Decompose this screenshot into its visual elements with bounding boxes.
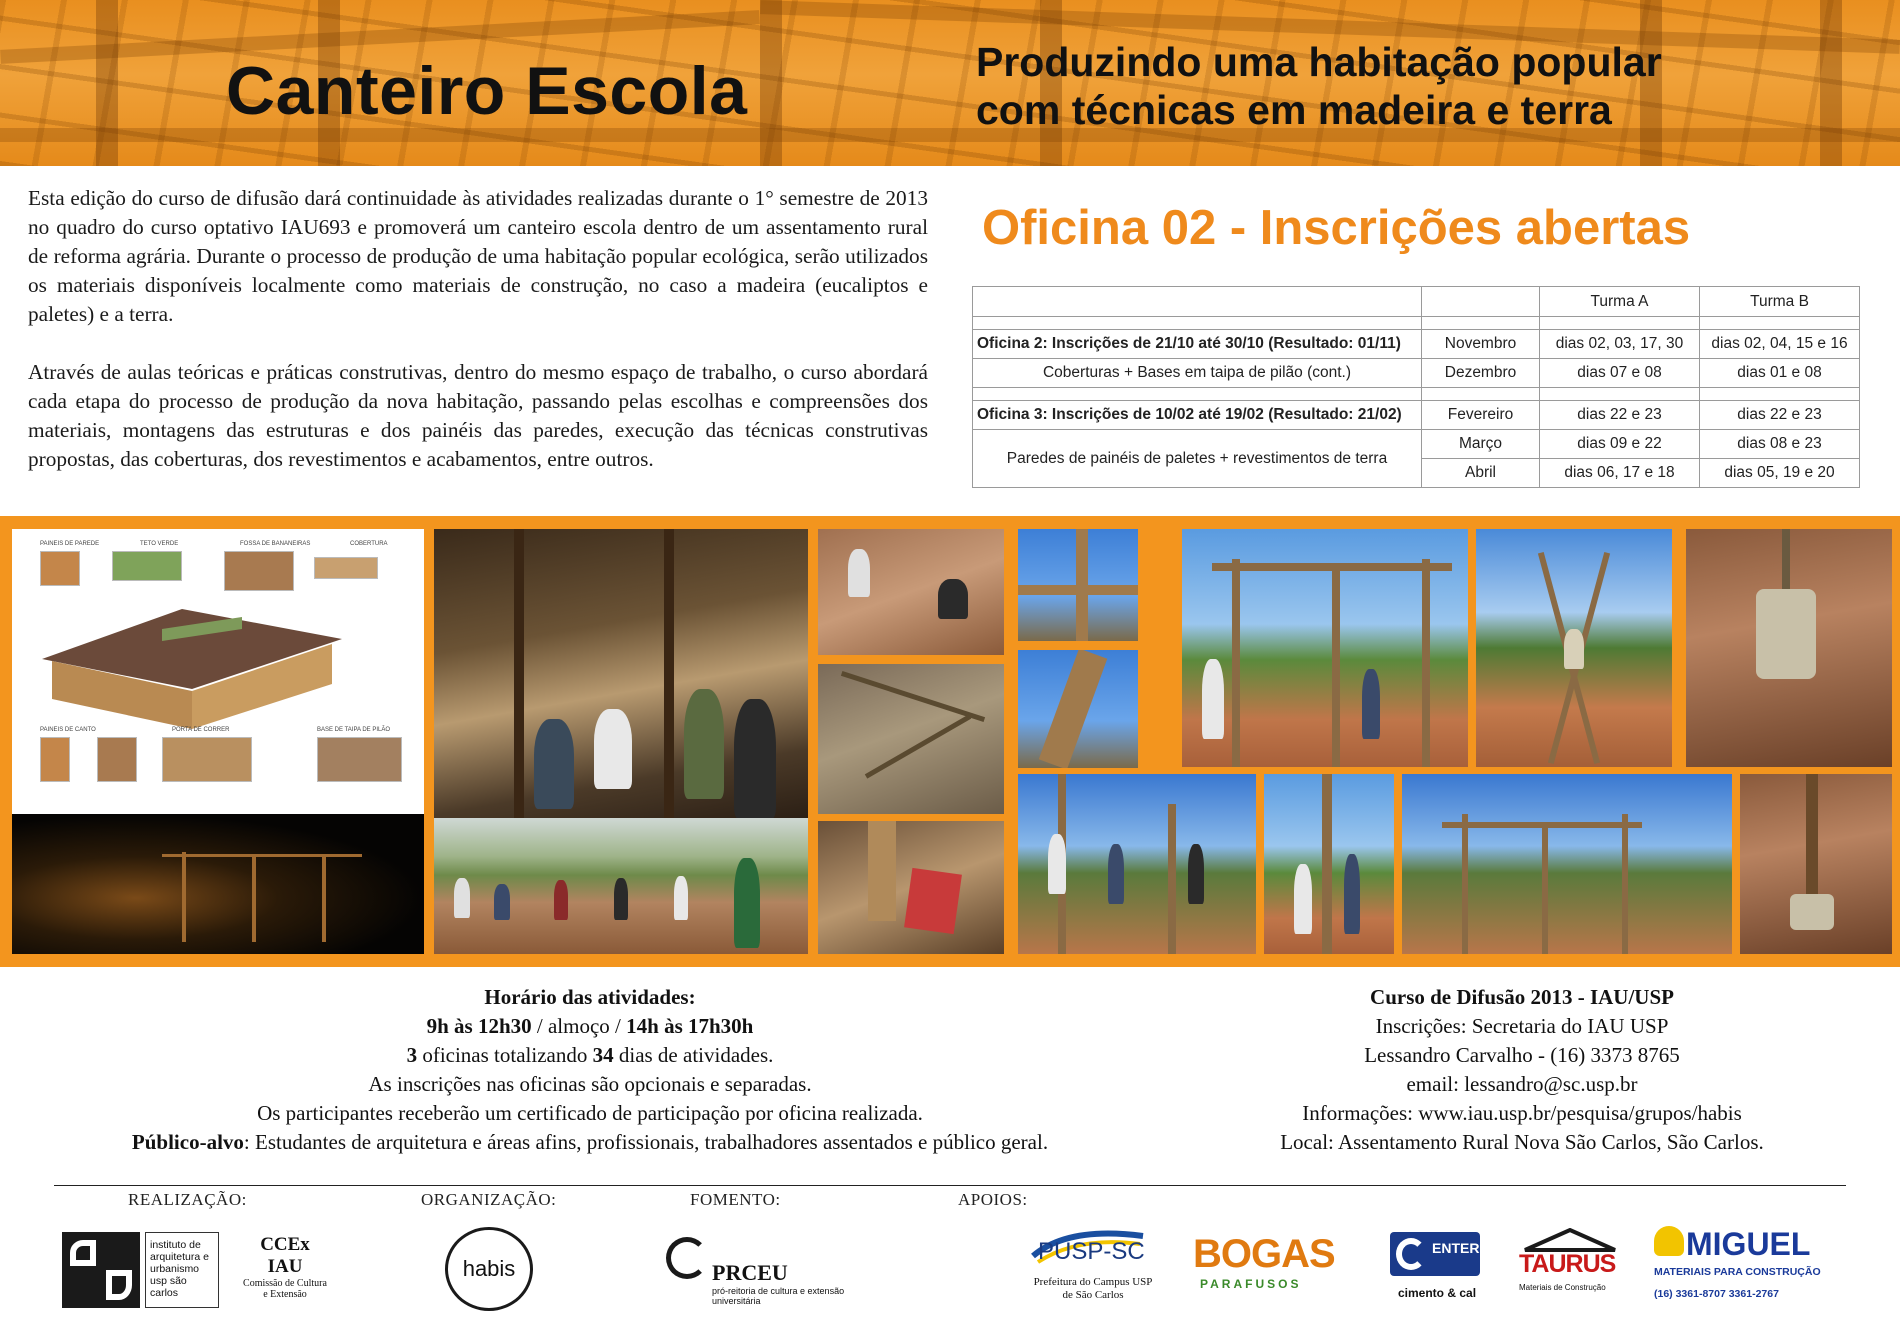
course-contact-info: [1212, 983, 1832, 1157]
diagram-thumbnail: [317, 737, 402, 782]
table-spacer-row: [973, 388, 1860, 401]
page-subtitle: [976, 38, 1796, 134]
table-spacer-row: [973, 317, 1860, 330]
lunch-separator: / almoço /: [531, 1014, 627, 1038]
iau-logo-icon: [62, 1232, 140, 1308]
oficina-heading: Oficina 02 - Inscrições abertas: [982, 201, 1691, 255]
days-count: 34: [592, 1043, 614, 1067]
subtitle-line-1: Produzindo uma habitação popular: [976, 39, 1662, 85]
miguel-mascot-icon: [1654, 1226, 1684, 1256]
table-row: [973, 401, 1860, 430]
miguel-logo-text: MIGUEL: [1686, 1226, 1811, 1262]
table-header-turma-a: Turma A: [1540, 287, 1700, 317]
ccex-subtitle: Comissão de Cultura e Extensão: [243, 1278, 327, 1300]
table-cell-month: Fevereiro: [1422, 401, 1540, 430]
diagram-label: FOSSA DE BANANEIRAS: [240, 541, 311, 547]
miguel-phone: (16) 3361-8707 3361-2767: [1654, 1288, 1779, 1300]
intro-paragraph-2: Através de aulas teóricas e práticas construtivas, dentro do mesmo espaço de trabalho, o curso abordará cada etapa do processo de produção da nova habitação, passando pelas escolhas e compreensões dos materiais, montagens das estruturas e dos painéis das paredes, execução das técnicas construtivas propostas, das coberturas, dos revestimentos e acabamentos, entre outros.: [28, 360, 928, 471]
course-location: Local: Assentamento Rural Nova São Carlos, São Carlos.: [1280, 1130, 1764, 1154]
course-heading: Curso de Difusão 2013 - IAU/USP: [1370, 985, 1674, 1009]
table-cell-turma-a: dias 07 e 08: [1540, 359, 1700, 388]
morning-hours: 9h às 12h30: [426, 1014, 532, 1038]
oficina-2-description: Coberturas + Bases em taipa de pilão (cont.): [973, 359, 1422, 388]
schedule-hours: [40, 1012, 1140, 1041]
photo-mosaic: [0, 516, 1900, 967]
oficina-3-description: Paredes de painéis de paletes + revestimentos de terra: [973, 430, 1422, 488]
oficina-3-title: Oficina 3: Inscrições de 10/02 até 19/02 (Resultado: 21/02): [973, 401, 1422, 430]
earth-mixing-photo: [818, 664, 1004, 814]
iau-logo-text: instituto de arquitetura e urbanismo usp são carlos: [145, 1232, 219, 1308]
intro-text: [28, 184, 928, 474]
classroom-shed-photo: [434, 529, 808, 821]
sponsors-divider: [54, 1185, 1846, 1186]
bogas-subtitle: PARAFUSOS: [1200, 1277, 1302, 1291]
days-text: dias de atividades.: [613, 1043, 774, 1067]
diagram-thumbnail: [314, 557, 378, 579]
diagram-label: COBERTURA: [350, 541, 388, 547]
afternoon-hours: 14h às 17h30h: [626, 1014, 754, 1038]
diagram-label: PAINEIS DE PAREDE: [40, 541, 100, 547]
taurus-roof-icon: [1520, 1228, 1620, 1252]
course-email: email: lessandro@sc.usp.br: [1406, 1072, 1638, 1096]
pole-base-photo: [818, 821, 1004, 954]
tripod-rammer-photo: [1476, 529, 1672, 767]
house-diagram-image: [12, 529, 424, 822]
diagram-thumbnail: [224, 551, 294, 591]
diagram-label: PAINEIS DE CANTO: [40, 727, 96, 733]
table-cell-month: Março: [1422, 430, 1540, 459]
table-cell-turma-b: dias 02, 04, 15 e 16: [1700, 330, 1860, 359]
table-cell-turma-a: dias 02, 03, 17, 30: [1540, 330, 1700, 359]
schedule-optional-note: As inscrições nas oficinas são opcionais e separadas.: [368, 1072, 812, 1096]
cross-pole-photo: [1018, 529, 1138, 641]
table-cell-turma-b: dias 01 e 08: [1700, 359, 1860, 388]
prceu-logo-text: PRCEU: [712, 1260, 788, 1285]
raising-pole-photo: [1264, 774, 1394, 954]
diagram-thumbnail: [97, 737, 137, 782]
trench-rammer-photo: [1686, 529, 1892, 767]
diagram-label: BASE DE TAIPA DE PILÃO: [317, 727, 391, 733]
schedule-certificate-note: Os participantes receberão um certificado de participação por oficina realizada.: [257, 1101, 923, 1125]
diagram-label: TETO VERDE: [140, 541, 179, 547]
table-row: [973, 359, 1860, 388]
pusp-subtitle: Prefeitura do Campus USP de São Carlos: [1033, 1276, 1153, 1301]
site-panorama-photo: [1402, 774, 1732, 954]
realizacao-label: REALIZAÇÃO:: [128, 1190, 247, 1209]
schedule-totals: [40, 1041, 1140, 1070]
pole-footing-photo: [1740, 774, 1892, 954]
pusp-logo-text: PUSP-SC: [1038, 1238, 1145, 1265]
table-cell-turma-b: dias 22 e 23: [1700, 401, 1860, 430]
activities-schedule-info: [40, 983, 1140, 1157]
table-row: [973, 330, 1860, 359]
target-audience: [40, 1128, 1140, 1157]
center-logo-text: ENTER: [1432, 1240, 1480, 1256]
table-cell-turma-a: dias 06, 17 e 18: [1540, 459, 1700, 488]
bogas-logo-text: BOGAS: [1193, 1232, 1335, 1276]
table-header-cell: [973, 287, 1422, 317]
course-registration: Inscrições: Secretaria do IAU USP: [1375, 1014, 1669, 1038]
header-banner: [0, 0, 1900, 166]
house-model-illustration: [42, 599, 342, 729]
miguel-subtitle: MATERIAIS PARA CONSTRUÇÃO: [1654, 1266, 1821, 1278]
table-cell-turma-b: dias 08 e 23: [1700, 430, 1860, 459]
ccex-title: CCEx: [260, 1234, 310, 1255]
team-poles-photo: [1018, 774, 1256, 954]
group-circle-photo: [434, 818, 808, 954]
pole-hands-photo: [1018, 650, 1138, 768]
page-title: Canteiro Escola: [226, 53, 748, 129]
diagram-thumbnail: [112, 551, 182, 581]
fomento-label: FOMENTO:: [690, 1190, 781, 1209]
course-contact-person: Lessandro Carvalho - (16) 3373 8765: [1364, 1043, 1680, 1067]
taurus-subtitle: Materiais de Construção: [1519, 1283, 1606, 1292]
subtitle-line-2: com técnicas em madeira e terra: [976, 87, 1612, 133]
organizacao-label: ORGANIZAÇÃO:: [421, 1190, 557, 1209]
table-cell-month: Novembro: [1422, 330, 1540, 359]
oficinas-count: 3: [406, 1043, 418, 1067]
ccex-logo: [240, 1234, 330, 1300]
intro-paragraph-1: Esta edição do curso de difusão dará continuidade às atividades realizadas durante o 1° semestre de 2013 no quadro do curso optativo IAU693 e promoverá um canteiro escola dentro de um assentamento rural de reforma agrária. Durante o processo de produção de uma habitação popular ecológica, serão utilizados os materiais disponíveis localmente como materiais de construção, no caso a madeira (eucaliptos e paletes) e a terra.: [28, 186, 928, 326]
soil-measuring-photo: [818, 529, 1004, 655]
oficinas-text: oficinas totalizando: [417, 1043, 593, 1067]
diagram-thumbnail: [40, 551, 80, 586]
prceu-subtitle: pró-reitoria de cultura e extensão universitária: [712, 1286, 845, 1306]
table-cell-turma-a: dias 09 e 22: [1540, 430, 1700, 459]
oficina-2-title: Oficina 2: Inscrições de 21/10 até 30/10 (Resultado: 01/11): [973, 330, 1422, 359]
frame-structure-photo: [1182, 529, 1468, 767]
diagram-thumbnail: [162, 737, 252, 782]
apoios-label: APOIOS:: [958, 1190, 1028, 1209]
table-cell-turma-a: dias 22 e 23: [1540, 401, 1700, 430]
diagram-thumbnail: [40, 737, 70, 782]
diagram-label: PORTA DE CORRER: [172, 727, 230, 733]
taurus-logo-text: TAURUS: [1519, 1250, 1616, 1278]
table-header-cell: [1422, 287, 1540, 317]
target-audience-label: Público-alvo: [131, 1130, 244, 1154]
night-construction-photo: [12, 814, 424, 954]
table-header-row: [973, 287, 1860, 317]
target-audience-text: : Estudantes de arquitetura e áreas afins, profissionais, trabalhadores assentados e público geral.: [243, 1130, 1049, 1154]
table-cell-month: Dezembro: [1422, 359, 1540, 388]
center-subtitle: cimento & cal: [1398, 1286, 1477, 1300]
habis-logo-text: habis: [462, 1256, 516, 1281]
course-website: Informações: www.iau.usp.br/pesquisa/grupos/habis: [1302, 1101, 1742, 1125]
table-cell-month: Abril: [1422, 459, 1540, 488]
table-row: [973, 430, 1860, 459]
schedule-heading: Horário das atividades:: [484, 985, 696, 1009]
table-header-turma-b: Turma B: [1700, 287, 1860, 317]
schedule-table: [972, 286, 1860, 488]
prceu-logo-icon: [666, 1237, 708, 1279]
table-cell-turma-b: dias 05, 19 e 20: [1700, 459, 1860, 488]
ccex-iau: IAU: [267, 1256, 303, 1277]
